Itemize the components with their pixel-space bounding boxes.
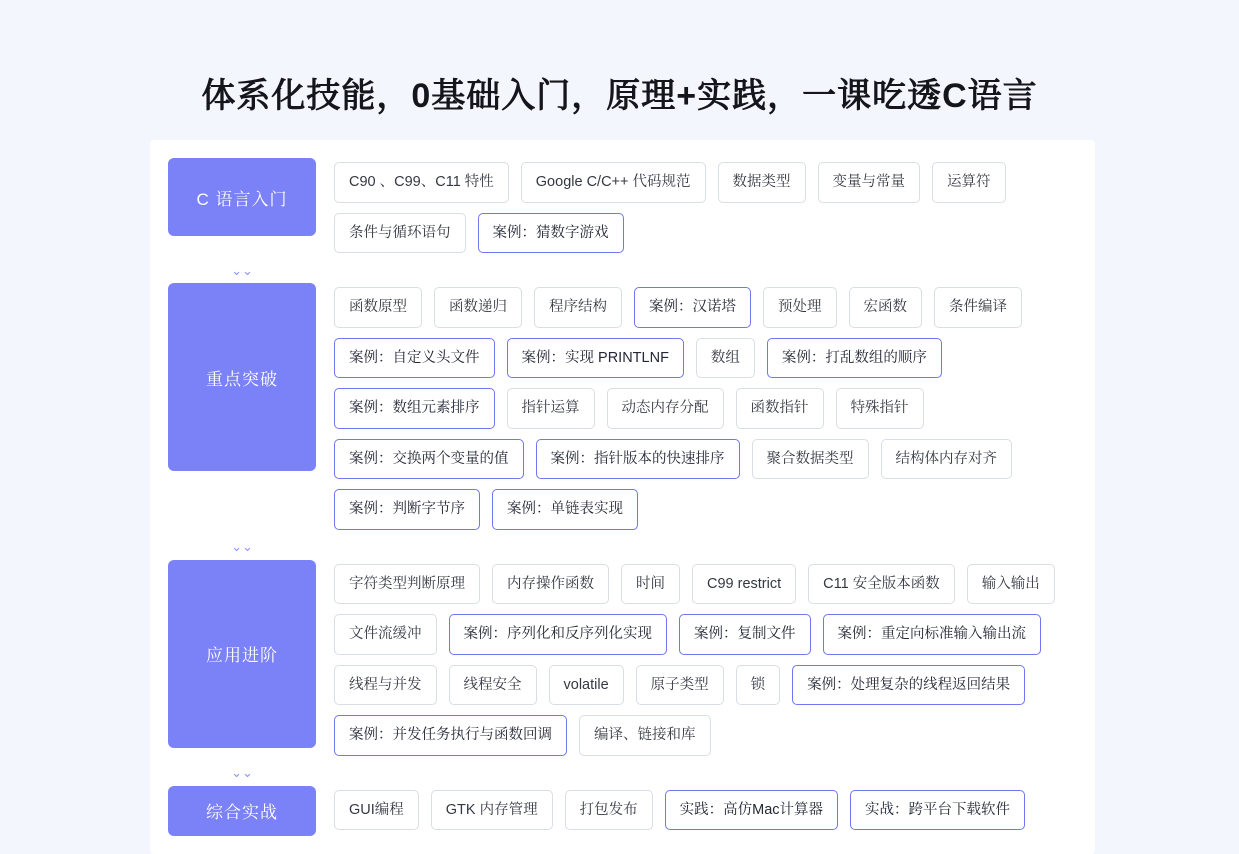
topic-tag[interactable]: 条件与循环语句 [334, 213, 466, 254]
topic-tag[interactable]: 字符类型判断原理 [334, 564, 480, 605]
chevron-down-double-icon: ⌄⌄ [231, 262, 253, 278]
topic-tag[interactable]: 打包发布 [565, 790, 653, 831]
topic-tag[interactable]: C99 restrict [692, 564, 796, 605]
topic-tag[interactable]: 线程安全 [449, 665, 537, 706]
topic-tag-case[interactable]: 案例：判断字节序 [334, 489, 480, 530]
topic-tag[interactable]: 函数原型 [334, 287, 422, 328]
topic-tag-case[interactable]: 案例：指针版本的快速排序 [536, 439, 740, 480]
topic-tag[interactable]: GUI编程 [334, 790, 419, 831]
tag-group-advanced-application [334, 560, 1077, 760]
topic-tag[interactable]: 编译、链接和库 [579, 715, 711, 756]
topic-tag[interactable]: 文件流缓冲 [334, 614, 437, 655]
topic-tag-case[interactable]: 案例：猜数字游戏 [478, 213, 624, 254]
topic-tag[interactable]: 指针运算 [507, 388, 595, 429]
topic-tag[interactable]: 变量与常量 [818, 162, 921, 203]
topic-tag[interactable]: 时间 [621, 564, 680, 605]
page-title: 体系化技能，0基础入门，原理+实践，一课吃透C语言 [201, 77, 1038, 115]
stage-label-key-breakthrough: 重点突破 [168, 283, 316, 471]
topic-tag[interactable]: 聚合数据类型 [752, 439, 869, 480]
topic-tag[interactable]: 锁 [736, 665, 781, 706]
topic-tag-case[interactable]: 案例：复制文件 [679, 614, 811, 655]
tag-group-key-breakthrough [334, 283, 1077, 534]
topic-tag[interactable]: 宏函数 [849, 287, 923, 328]
topic-tag[interactable]: 数组 [696, 338, 755, 379]
topic-tag[interactable]: C11 安全版本函数 [808, 564, 955, 605]
tag-group-c-intro [334, 158, 1077, 257]
curriculum-row [150, 158, 1095, 257]
topic-tag[interactable]: 特殊指针 [836, 388, 924, 429]
stage-connector [150, 534, 1095, 560]
stage-connector [150, 760, 1095, 786]
topic-tag[interactable]: 程序结构 [534, 287, 622, 328]
topic-tag-case[interactable]: 案例：单链表实现 [492, 489, 638, 530]
topic-tag-case[interactable]: 案例：序列化和反序列化实现 [449, 614, 668, 655]
topic-tag[interactable]: 结构体内存对齐 [881, 439, 1013, 480]
topic-tag-case[interactable]: 实战：跨平台下载软件 [850, 790, 1025, 831]
chevron-down-double-icon: ⌄⌄ [231, 539, 253, 554]
topic-tag-case[interactable]: 实践：高仿Mac计算器 [665, 790, 838, 831]
topic-tag[interactable]: GTK 内存管理 [431, 790, 553, 831]
topic-tag[interactable]: Google C/C++ 代码规范 [521, 162, 706, 203]
topic-tag-case[interactable]: 案例：并发任务执行与函数回调 [334, 715, 567, 756]
topic-tag[interactable]: 条件编译 [934, 287, 1022, 328]
stage-label-c-intro: C 语言入门 [168, 158, 316, 236]
topic-tag[interactable]: 输入输出 [967, 564, 1055, 605]
stage-connector [150, 257, 1095, 283]
topic-tag[interactable]: 原子类型 [636, 665, 724, 706]
stage-label-comprehensive-practice: 综合实战 [168, 786, 316, 836]
topic-tag[interactable]: 预处理 [763, 287, 837, 328]
topic-tag[interactable]: 线程与并发 [334, 665, 437, 706]
stage-label-advanced-application: 应用进阶 [168, 560, 316, 748]
topic-tag[interactable]: C90 、C99、C11 特性 [334, 162, 509, 203]
curriculum-row [150, 560, 1095, 760]
topic-tag-case[interactable]: 案例：重定向标准输入输出流 [823, 614, 1042, 655]
topic-tag-case[interactable]: 案例：数组元素排序 [334, 388, 495, 429]
curriculum-row [150, 283, 1095, 534]
topic-tag[interactable]: 函数递归 [434, 287, 522, 328]
topic-tag[interactable]: 运算符 [932, 162, 1006, 203]
curriculum-board [150, 140, 1095, 854]
topic-tag-case[interactable]: 案例：实现 PRINTLNF [507, 338, 684, 379]
topic-tag[interactable]: volatile [549, 665, 624, 706]
topic-tag-case[interactable]: 案例：交换两个变量的值 [334, 439, 524, 480]
topic-tag[interactable]: 数据类型 [718, 162, 806, 203]
topic-tag[interactable]: 内存操作函数 [492, 564, 609, 605]
topic-tag-case[interactable]: 案例：汉诺塔 [634, 287, 751, 328]
topic-tag-case[interactable]: 案例：打乱数组的顺序 [767, 338, 942, 379]
topic-tag-case[interactable]: 案例：处理复杂的线程返回结果 [792, 665, 1025, 706]
chevron-down-double-icon: ⌄⌄ [231, 765, 253, 780]
topic-tag[interactable]: 动态内存分配 [607, 388, 724, 429]
topic-tag[interactable]: 函数指针 [736, 388, 824, 429]
topic-tag-case[interactable]: 案例：自定义头文件 [334, 338, 495, 379]
